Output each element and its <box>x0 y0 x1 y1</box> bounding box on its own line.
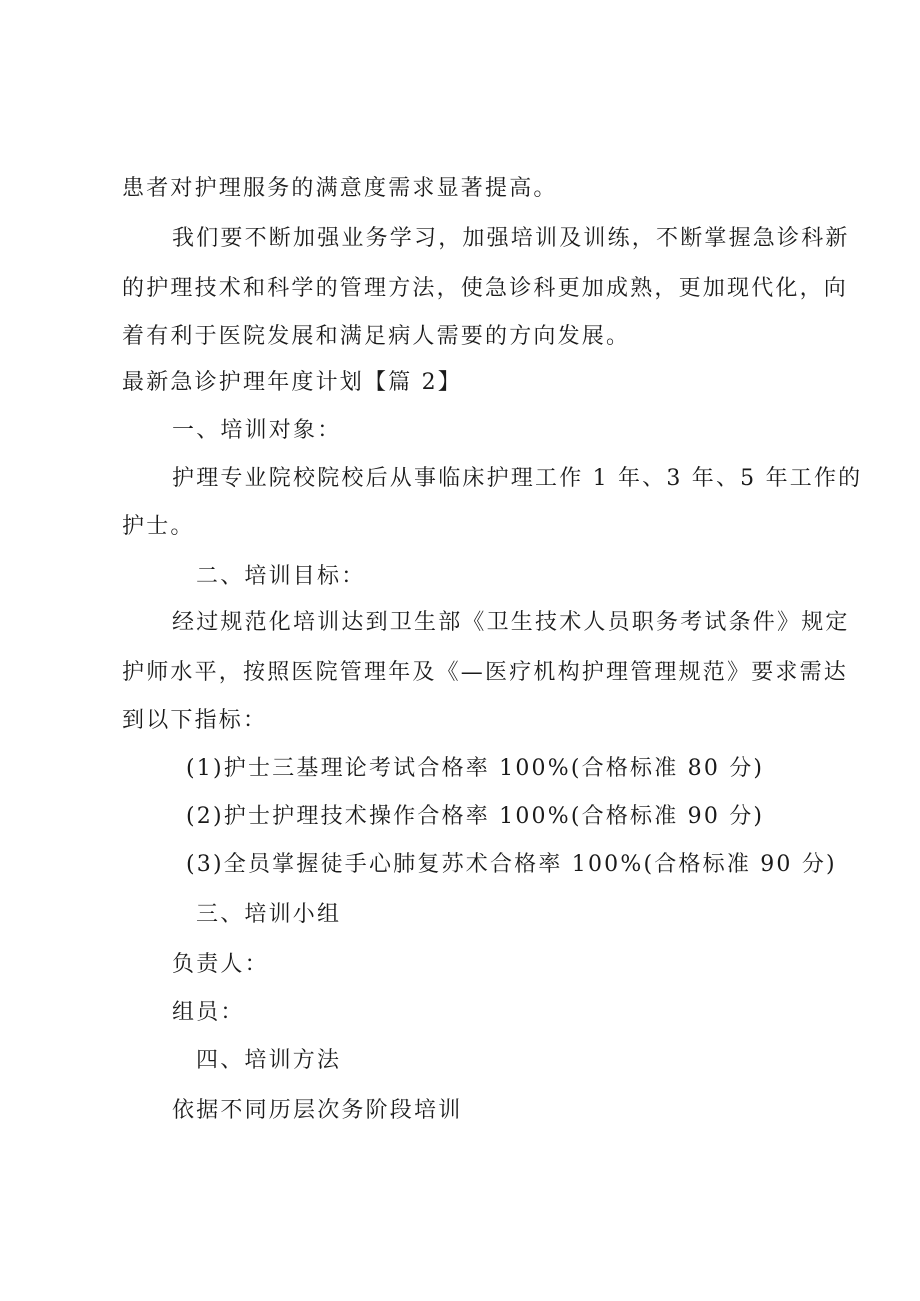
list-item: (1)护士三基理论考试合格率 100%(合格标准 80 分) <box>186 756 765 781</box>
subsection-heading: 三、培训小组 <box>196 902 342 927</box>
paragraph-line: 护士。 <box>122 514 195 539</box>
subsection-heading: 四、培训方法 <box>196 1048 342 1073</box>
paragraph-line: 经过规范化培训达到卫生部《卫生技术人员职务考试条件》规定 <box>172 610 850 635</box>
paragraph-line: 的护理技术和科学的管理方法，使急诊科更加成熟，更加现代化，向 <box>122 276 849 301</box>
paragraph-line: 负责人： <box>172 952 269 977</box>
subsection-heading: 二、培训目标： <box>196 564 366 589</box>
list-item: (3)全员掌握徒手心肺复苏术合格率 100%(合格标准 90 分) <box>186 852 837 877</box>
paragraph-line: 着有利于医院发展和满足病人需要的方向发展。 <box>122 324 631 349</box>
section-heading: 最新急诊护理年度计划【篇 2】 <box>122 370 462 395</box>
list-item: (2)护士护理技术操作合格率 100%(合格标准 90 分) <box>186 804 765 829</box>
paragraph-line: 到以下指标： <box>122 708 268 733</box>
paragraph-line: 组员： <box>172 1000 245 1025</box>
subsection-heading: 一、培训对象： <box>172 418 342 443</box>
paragraph-line: 依据不同历层次务阶段培训 <box>172 1098 463 1123</box>
paragraph-line: 患者对护理服务的满意度需求显著提高。 <box>122 176 558 201</box>
paragraph-line: 护理专业院校院校后从事临床护理工作 1 年、3 年、5 年工作的 <box>172 466 863 491</box>
paragraph-line: 护师水平，按照医院管理年及《—医疗机构护理管理规范》要求需达 <box>122 660 849 685</box>
paragraph-line: 我们要不断加强业务学习，加强培训及训练，不断掌握急诊科新 <box>172 226 850 251</box>
